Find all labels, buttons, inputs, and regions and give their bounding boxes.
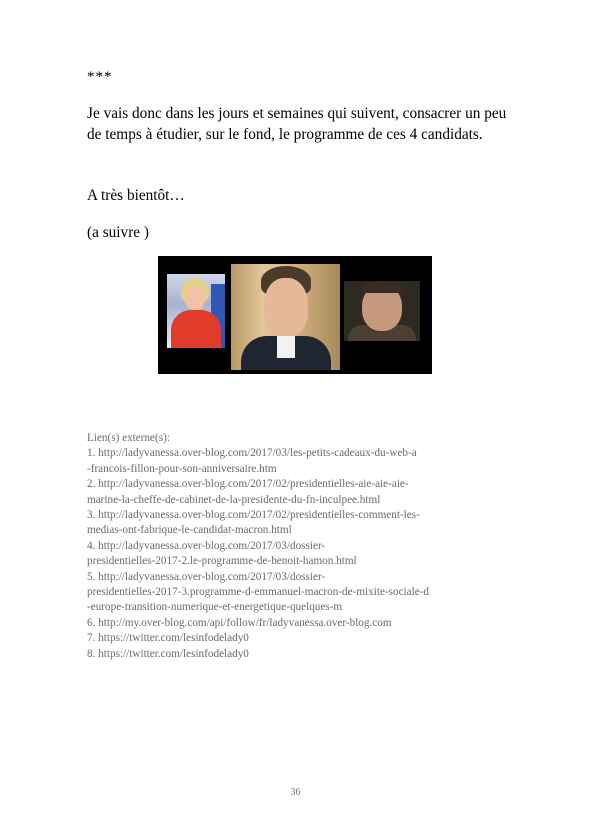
candidate-photo-1 bbox=[167, 274, 225, 348]
links-heading: Lien(s) externe(s): bbox=[87, 432, 170, 444]
candidate-photo-3 bbox=[344, 281, 420, 341]
link-line[interactable]: 6. http://my.over-blog.com/api/follow/fr/ladyvanessa.over-blog.com bbox=[87, 616, 392, 629]
link-line[interactable]: 8. https://twitter.com/lesinfodelady0 bbox=[87, 647, 249, 660]
page-number: 36 bbox=[290, 787, 301, 798]
candidate-photo-2 bbox=[231, 264, 340, 370]
link-line[interactable]: presidentielles-2017-2.le-programme-de-benoit-hamon.html bbox=[87, 555, 357, 568]
link-line[interactable]: 3. http://ladyvanessa.over-blog.com/2017/02/presidentielles-comment-les- bbox=[87, 509, 420, 522]
link-line[interactable]: 5. http://ladyvanessa.over-blog.com/2017/03/dossier- bbox=[87, 570, 326, 583]
link-line[interactable]: 2. http://ladyvanessa.over-blog.com/2017/02/presidentielles-aie-aie-aie- bbox=[87, 478, 409, 491]
link-line[interactable]: -francois-fillon-pour-son-anniversaire.htm bbox=[87, 462, 277, 475]
link-line[interactable]: marine-la-cheffe-de-cabinet-de-la-presidente-du-fn-inculpee.html bbox=[87, 493, 381, 506]
body-paragraph: Je vais donc dans les jours et semaines qui suivent, consacrer un peu de temps à étudier, sur le fond, le programme de ces 4 candidats. bbox=[87, 105, 507, 143]
external-links bbox=[87, 431, 487, 662]
link-line[interactable]: 7. https://twitter.com/lesinfodelady0 bbox=[87, 632, 249, 645]
link-line[interactable]: -europe-transition-numerique-et-energetique-quelques-m bbox=[87, 601, 343, 614]
link-line[interactable]: 1. http://ladyvanessa.over-blog.com/2017/03/les-petits-cadeaux-du-web-a bbox=[87, 447, 417, 460]
closing-line: A très bientôt… bbox=[87, 187, 185, 204]
link-line[interactable]: presidentielles-2017-3.programme-d-emmanuel-macron-de-mixite-sociale-d bbox=[87, 586, 430, 599]
separator: *** bbox=[87, 69, 113, 85]
link-line[interactable]: 4. http://ladyvanessa.over-blog.com/2017/03/dossier- bbox=[87, 539, 326, 552]
candidates-photo-strip bbox=[158, 256, 432, 374]
link-line[interactable]: medias-ont-fabrique-le-candidat-macron.html bbox=[87, 524, 292, 537]
to-be-continued-line: (a suivre ) bbox=[87, 224, 150, 241]
